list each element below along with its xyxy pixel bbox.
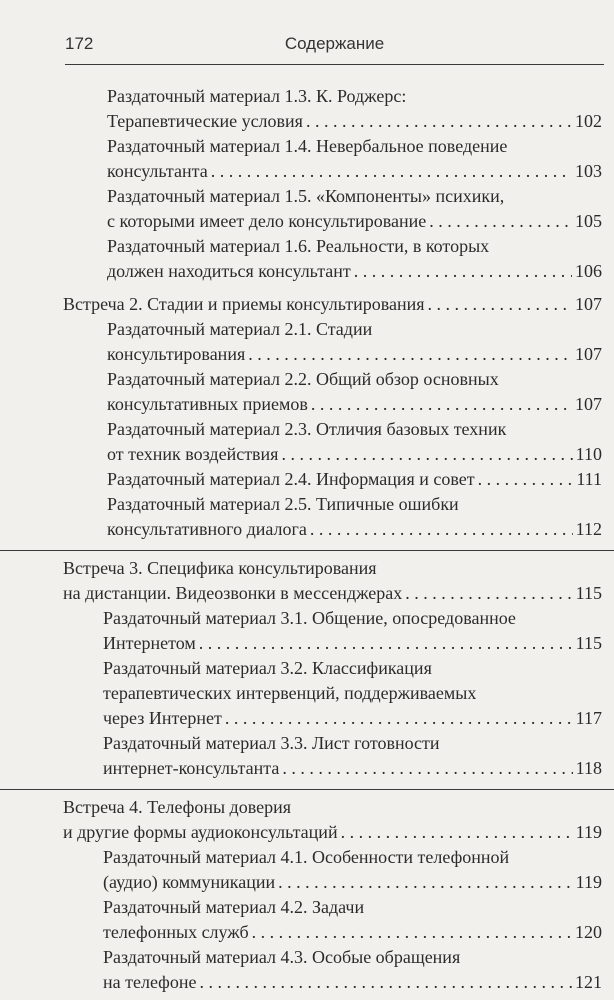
toc-page-number: 102: [575, 111, 602, 131]
toc-entry-last-line: [107, 392, 602, 417]
toc-entry-last-line: [107, 259, 602, 284]
toc-page-number: 107: [575, 344, 602, 364]
toc-entry-line: Встреча 2. Стадии и приемы консультирования: [63, 294, 425, 314]
toc-page-number: 115: [575, 633, 602, 653]
toc-handout-entry: [0, 234, 614, 284]
toc-meeting-entry: [0, 292, 614, 317]
toc-entry-last-line: [107, 159, 602, 184]
toc-page-number: 106: [575, 261, 602, 281]
toc-entry-line: Раздаточный материал 2.2. Общий обзор основных: [107, 369, 499, 389]
dot-leader: [306, 109, 572, 134]
toc-entry-line: Встреча 4. Телефоны доверия: [63, 797, 291, 817]
dot-leader: [199, 631, 573, 656]
toc-handout-entry: [0, 656, 614, 731]
toc-handout-entry: [0, 731, 614, 781]
toc-handout-entry: [0, 606, 614, 656]
toc-entry-line: Раздаточный материал 2.5. Типичные ошибки: [107, 494, 459, 514]
page-number: 172: [65, 34, 94, 53]
toc-entry-line: Раздаточный материал 1.4. Невербальное поведение: [107, 136, 508, 156]
toc-handout-entry: [0, 317, 614, 367]
toc-entry-last-line: [107, 467, 602, 492]
toc-entry-line: Раздаточный материал 2.1. Стадии: [107, 319, 373, 339]
toc-page-number: 110: [575, 444, 602, 464]
dot-leader: [428, 292, 572, 317]
toc-entry-line: Раздаточный материал 4.2. Задачи: [103, 897, 365, 917]
toc-handout-entry: [0, 492, 614, 542]
toc-entry-line: на телефоне: [103, 972, 197, 992]
toc-page-number: 107: [575, 294, 602, 314]
toc-handout-entry: [0, 895, 614, 945]
table-of-contents: [0, 84, 614, 995]
toc-handout-entry: [0, 845, 614, 895]
toc-page-number: 105: [575, 211, 602, 231]
dot-leader: [225, 706, 573, 731]
toc-meeting-entry: [0, 789, 614, 845]
toc-entry-line: консультанта: [107, 161, 208, 181]
toc-page-number: 111: [576, 469, 602, 489]
toc-entry-last-line: [103, 920, 602, 945]
toc-handout-entry: [0, 417, 614, 467]
toc-entry-last-line: [107, 342, 602, 367]
toc-page-number: 119: [575, 872, 602, 892]
toc-entry-last-line: [103, 631, 602, 656]
toc-entry-line: телефонных служб: [103, 922, 249, 942]
toc-handout-entry: [0, 134, 614, 184]
toc-entry-line: Раздаточный материал 1.3. К. Роджерс:: [107, 86, 407, 106]
dot-leader: [248, 342, 572, 367]
toc-entry-line: Раздаточный материал 2.3. Отличия базовых техник: [107, 419, 507, 439]
toc-entry-last-line: [103, 706, 602, 731]
toc-entry-last-line: [107, 209, 602, 234]
toc-entry-line: консультативных приемов: [107, 394, 308, 414]
toc-page-number: 115: [575, 583, 602, 603]
running-head: Содержание: [284, 34, 385, 53]
dot-leader: [252, 920, 572, 945]
toc-page-number: 117: [575, 708, 602, 728]
toc-entry-line: Раздаточный материал 3.3. Лист готовности: [103, 733, 440, 753]
dot-leader: [354, 259, 572, 284]
toc-meeting-entry: [0, 550, 614, 606]
toc-entry-line: интернет-консультанта: [103, 758, 280, 778]
toc-entry-line: Раздаточный материал 2.4. Информация и совет: [107, 469, 475, 489]
toc-entry-line: Раздаточный материал 1.6. Реальности, в которых: [107, 236, 490, 256]
toc-entry-line: терапевтических интервенций, поддерживаемых: [103, 683, 477, 703]
toc-page-number: 118: [575, 758, 602, 778]
toc-handout-entry: [0, 467, 614, 492]
toc-handout-entry: [0, 84, 614, 134]
toc-entry-last-line: [63, 292, 602, 317]
toc-page-number: 107: [575, 394, 602, 414]
toc-entry-line: и другие формы аудиоконсультаций: [63, 822, 338, 842]
toc-entry-line: с которыми имеет дело консультирование: [107, 211, 427, 231]
toc-entry-line: Раздаточный материал 3.2. Классификация: [103, 658, 432, 678]
toc-entry-line: (аудио) коммуникации: [103, 872, 276, 892]
toc-entry-line: консультативного диалога: [107, 519, 307, 539]
toc-entry-last-line: [103, 756, 602, 781]
toc-entry-line: должен находиться консультант: [107, 261, 351, 281]
toc-entry-last-line: [63, 581, 602, 606]
dot-leader: [405, 581, 572, 606]
toc-page-number: 120: [575, 922, 602, 942]
toc-entry-last-line: [103, 870, 602, 895]
toc-entry-last-line: [63, 820, 602, 845]
toc-entry-line: Встреча 3. Специфика консультирования: [63, 558, 377, 578]
toc-page-number: 119: [575, 822, 602, 842]
dot-leader: [310, 517, 573, 542]
toc-entry-line: на дистанции. Видеозвонки в мессенджерах: [63, 583, 403, 603]
dot-leader: [429, 209, 572, 234]
toc-entry-line: консультирования: [107, 344, 246, 364]
toc-page-number: 112: [575, 519, 602, 539]
toc-entry-line: Раздаточный материал 3.1. Общение, опосредованное: [103, 608, 516, 628]
toc-entry-line: через Интернет: [103, 708, 222, 728]
page-header: [65, 30, 604, 65]
toc-handout-entry: [0, 945, 614, 995]
toc-page-number: 121: [575, 972, 602, 992]
toc-handout-entry: [0, 184, 614, 234]
toc-page-number: 103: [575, 161, 602, 181]
dot-leader: [211, 159, 572, 184]
toc-entry-line: Раздаточный материал 1.5. «Компоненты» психики,: [107, 186, 505, 206]
toc-entry-last-line: [103, 970, 602, 995]
dot-leader: [199, 970, 572, 995]
toc-entry-last-line: [107, 109, 602, 134]
toc-entry-last-line: [107, 517, 602, 542]
toc-entry-line: Терапевтические условия: [107, 111, 303, 131]
dot-leader: [311, 392, 572, 417]
toc-entry-line: от техник воздействия: [107, 444, 279, 464]
toc-handout-entry: [0, 367, 614, 417]
toc-entry-last-line: [107, 442, 602, 467]
dot-leader: [282, 756, 572, 781]
toc-entry-line: Раздаточный материал 4.3. Особые обращения: [103, 947, 461, 967]
dot-leader: [281, 442, 572, 467]
dot-leader: [278, 870, 573, 895]
dot-leader: [341, 820, 573, 845]
toc-entry-line: Раздаточный материал 4.1. Особенности телефонной: [103, 847, 510, 867]
dot-leader: [478, 467, 574, 492]
toc-entry-line: Интернетом: [103, 633, 196, 653]
